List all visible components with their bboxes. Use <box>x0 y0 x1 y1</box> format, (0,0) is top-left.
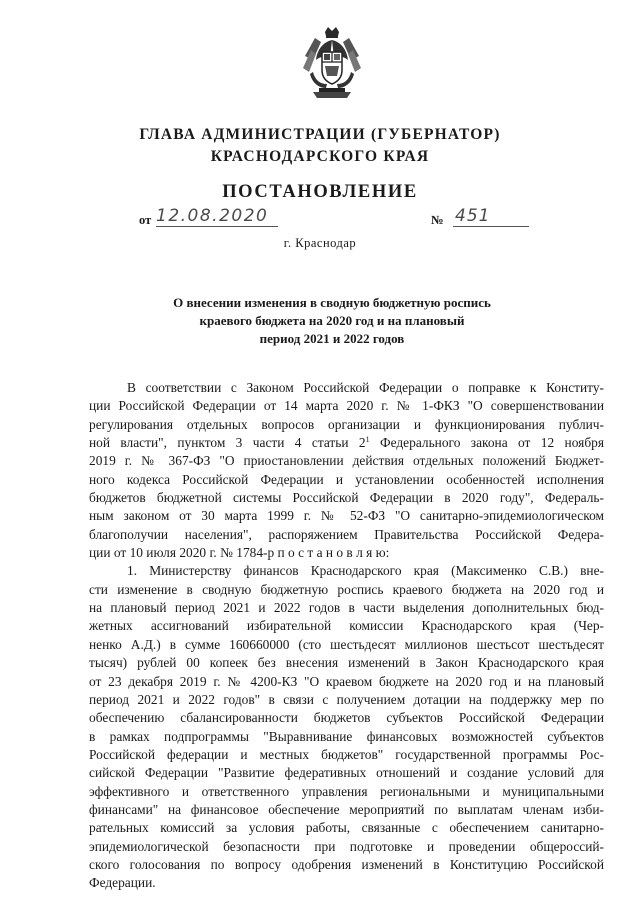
body-line: в рамках подпрограммы "Выравнивание финансовых возможностей субъектов <box>89 728 604 744</box>
body-line: обеспечению сбалансированности бюджетов субъектов Российской Федерации <box>89 710 604 726</box>
body-line: эффективного и ответственного управления региональными и муниципальными <box>89 783 604 799</box>
handwritten-date: 12.08.2020 <box>156 206 278 227</box>
body-line: жетных ассигнований избирательной комиссии Краснодарского края (Чер- <box>89 618 604 634</box>
body-line-part: ной власти", пунктом 3 части 4 статьи 2 <box>89 435 366 451</box>
document-type-heading: ПОСТАНОВЛЕНИЕ <box>222 182 418 202</box>
superscript: 1 <box>365 435 370 445</box>
body-line: благополучии населения", распоряжением Правительства Российской Федера- <box>89 526 604 542</box>
handwritten-number: 451 <box>453 206 529 227</box>
authority-title-line-1: ГЛАВА АДМИНИСТРАЦИИ (ГУБЕРНАТОР) <box>139 126 501 143</box>
title-line: краевого бюджета на 2020 год и на плановый <box>199 313 465 328</box>
title-line: период 2021 и 2022 годов <box>259 331 405 346</box>
body-line: 1. Министерству финансов Краснодарского края (Максименко С.В.) вне- <box>127 563 604 579</box>
authority-title-line-2: КРАСНОДАРСКОГО КРАЯ <box>210 148 430 165</box>
body-line: сийской Федерации "Развитие федеративных отношений и создание условий для <box>89 765 604 781</box>
body-line: ного кодекса Российской Федерации и установлении особенностей исполнения <box>89 471 604 487</box>
body-line: В соответствии с Законом Российской Федерации о поправке к Конститу- <box>127 380 604 395</box>
body-line: регулирования отдельных вопросов организации и функционирования публич- <box>89 416 604 432</box>
body-line: ского голосования по вопросу одобрения изменений в Конституцию Российской <box>89 856 604 872</box>
document-body <box>89 379 604 893</box>
body-line: сти изменение в сводную бюджетную роспись краевого бюджета на 2020 год и <box>89 581 604 597</box>
body-line: ции Российской Федерации от 14 марта 2020 г. № 1-ФКЗ "О совершенствовании <box>89 398 604 414</box>
body-line: Федерации. <box>89 875 156 891</box>
body-line: ненко А.Д.) в сумме 160660000 (сто шестьдесят миллионов шестьсот шестьдесят <box>89 636 604 652</box>
city-name: г. Краснодар <box>283 236 357 250</box>
document-title <box>150 294 514 348</box>
body-line-part: Федерального закона от 12 ноября <box>369 435 604 451</box>
title-line: О внесении изменения в сводную бюджетную роспись <box>173 295 491 310</box>
number-label: № <box>431 213 444 227</box>
body-line: рательных комиссий за условия работы, связанные с обеспечением санитарно- <box>89 820 604 836</box>
body-line: бюджетов бюджетной системы Российской Федерации в 2020 году", Федераль- <box>89 490 604 506</box>
date-label: от <box>139 213 152 227</box>
body-line: Российской федерации и местных бюджетов" государственной программы Рос- <box>89 746 604 762</box>
body-line: ным законом от 30 марта 1999 г. № 52-ФЗ "О санитарно-эпидемиологическом <box>89 508 604 524</box>
body-line: тысяч) рублей 00 копеек без внесения изменений в Закон Краснодарского края <box>89 655 604 671</box>
body-line: период 2021 и 2022 годов" в связи с получением дотации на поддержку мер по <box>89 691 604 707</box>
body-line: от 23 декабря 2019 г. № 4200-КЗ "О краевом бюджете на 2020 год и на плановый <box>89 673 604 689</box>
coat-of-arms-emblem <box>301 26 363 102</box>
body-line: эпидемиологической безопасности при подготовке и проведении общероссий- <box>89 838 604 854</box>
body-line-with-superscript <box>89 434 604 452</box>
body-line: ции от 10 июля 2020 г. № 1784-р п о с т а н о в л я ю: <box>89 545 390 561</box>
body-line: 2019 г. № 367-ФЗ "О приостановлении действия отдельных положений Бюджет- <box>89 453 604 469</box>
body-line: финансами" на финансовое обеспечение мероприятий по выплатам членам изби- <box>89 801 604 817</box>
body-line: на плановый период 2021 и 2022 годов в части выделения дополнительных бюд- <box>89 600 604 616</box>
